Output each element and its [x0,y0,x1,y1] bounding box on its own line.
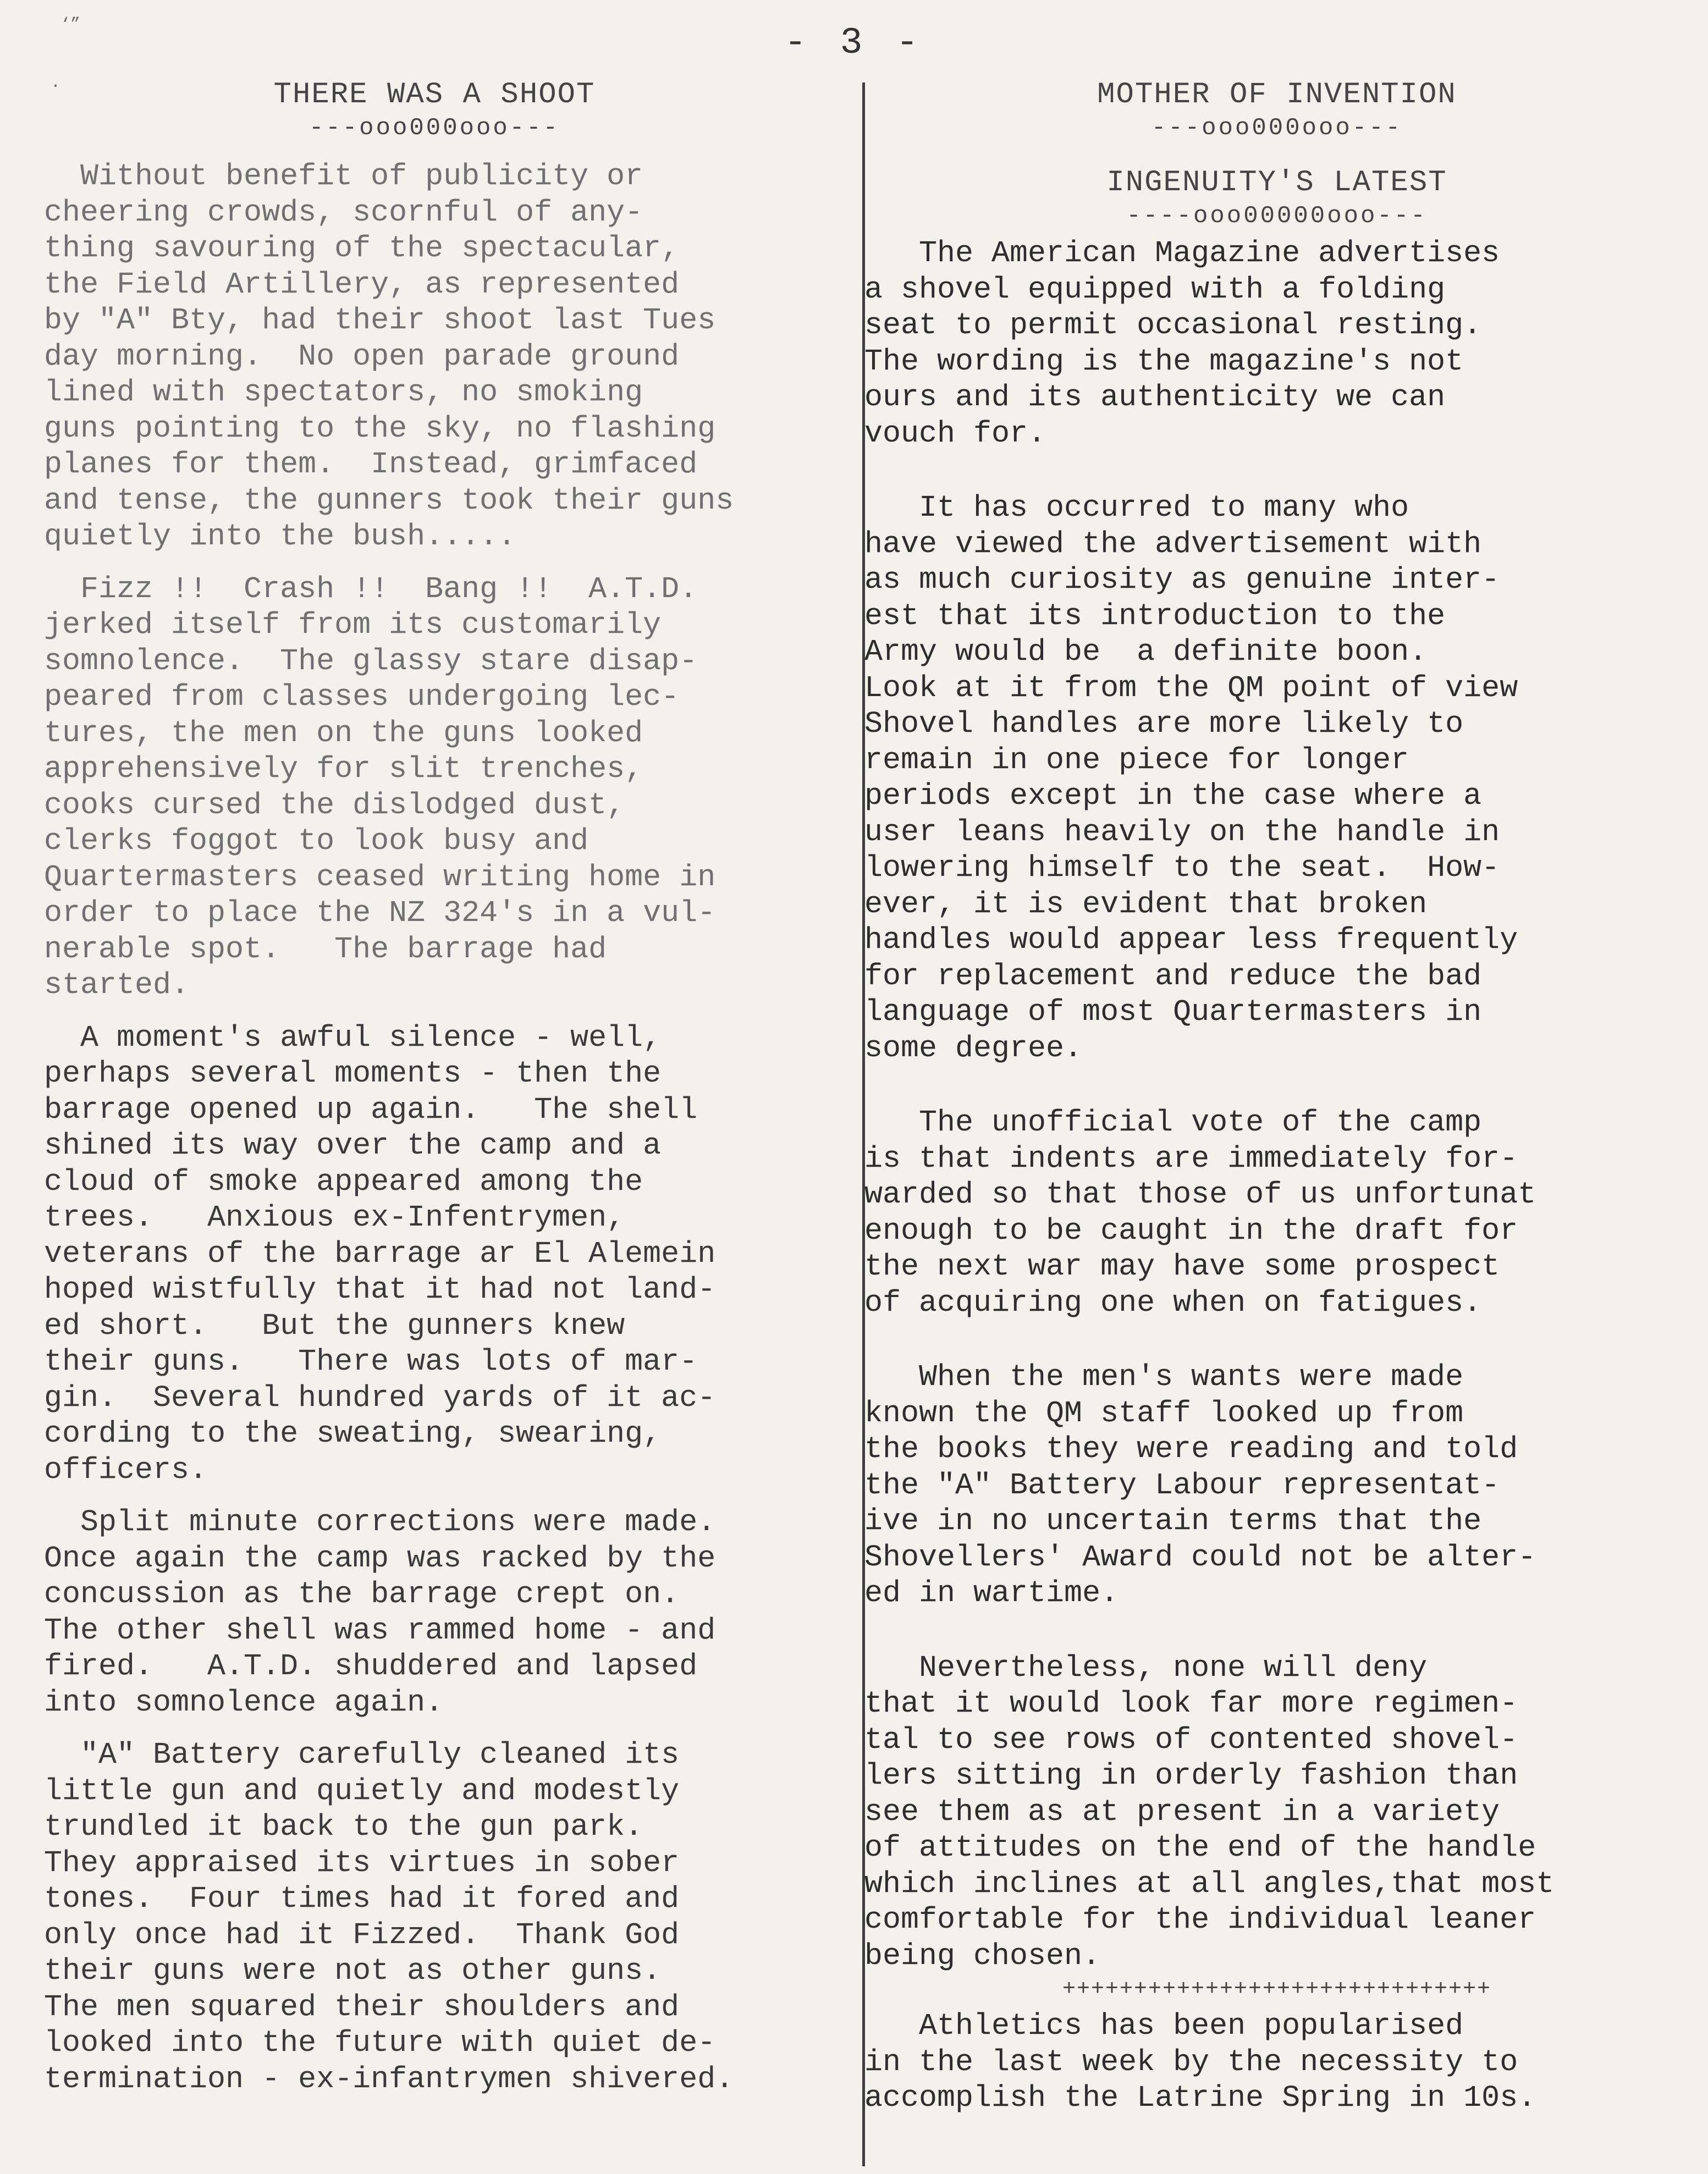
left-column [44,77,858,2114]
title-ornament: ---ooo000ooo--- [308,114,560,142]
stray-mark-dot: · [51,77,61,96]
stray-mark-top-left: ‘” [60,15,81,34]
article-paragraph: The unofficial vote of the camp is that indents are immediately for- warded so that those of us unfortunat enough to be caught in the draft for the next war may have some prospect of acquiring one when on fatigues. [864,1105,1536,1320]
article-subtitle: INGENUITY'S LATEST [1106,166,1447,200]
article-paragraph: When the men's wants were made known the QM staff looked up from the books they were reading and told the "A" Battery Labour representat- ive in no uncertain terms that the Shovellers' Award could not be alter- ed in wartime. [864,1360,1536,1610]
title-ornament: ---ooo000ooo--- [1151,114,1403,142]
page-number: - 3 - [784,22,924,64]
article-title-invention: MOTHER OF INVENTION [1097,78,1457,112]
right-column [864,77,1689,2133]
article-paragraph: A moment's awful silence - well, perhaps several moments - then the barrage opened up again. The shell shined its way over the camp and a cloud of smoke appeared among the trees. Anxious ex-Infentrymen, veterans of the barrage ar El Alemein hoped wistfully that it had not land- ed short. But the gunners knew their guns. There was lots of mar- gin. Several hundred yards of it ac- cording to the sweating, swearing, officers. [44,1020,716,1487]
article-title-shoot: THERE WAS A SHOOT [273,78,596,112]
article-paragraph: Fizz !! Crash !! Bang !! A.T.D. jerked itself from its customarily somnolence. The glassy stare disap- peared from classes undergoing lec- tures, the men on the guns looked apprehensively for slit trenches, cooks cursed the dislodged dust, clerks foggot to look busy and Quartermasters ceased writing home in order to place the NZ 324's in a vul- nerable spot. The barrage had started. [44,571,716,1002]
article-paragraph: Split minute corrections were made. Once again the camp was racked by the concussion as the barrage crept on. The other shell was rammed home - and fired. A.T.D. shuddered and lapsed into somnolence again. [44,1505,716,1720]
article-paragraph: "A" Battery carefully cleaned its little gun and quietly and modestly trundled it back to the gun park. They appraised its virtues in sober tones. Four times had it fored and only once had it Fizzed. Thank God their guns were not as other guns. The men squared their shoulders and looked into the future with quiet de- termination - ex-infantrymen shivered. [44,1737,734,2096]
subtitle-ornament: ----ooo00000ooo--- [1126,202,1428,230]
article-paragraph: Without benefit of publicity or cheering crowds, scornful of any- thing savouring of the spectacular, the Field Artillery, as represented by "A" Bty, had their shoot last Tues day morning. No open parade ground lined with spectators, no smoking guns pointing to the sky, no flashing planes for them. Instead, grimfaced and tense, the gunners took their guns quietly into the bush..... [44,159,734,554]
article-paragraph: Nevertheless, none will deny that it would look far more regimen- tal to see rows of contented shovel- lers sitting in orderly fashion than see them as at present in a variety of attitudes on the end of the handle which inclines at all angles,that most comfortable for the individual leaner being chosen. [864,1650,1555,1973]
article-paragraph: Athletics has been popularised in the last week by the necessity to accomplish the Latrine Spring in 10s. [864,2009,1536,2115]
article-paragraph: The American Magazine advertises a shovel equipped with a folding seat to permit occasional resting. The wording is the magazine's not ours and its authenticity we can vouch for. [864,236,1500,451]
article-paragraph: It has occurred to many who have viewed the advertisement with as much curiosity as genuine inter- est that its introduction to the Army would be a definite boon. Look at it from the QM point of view Shovel handles are more likely to remain in one piece for longer periods except in the case where a user leans heavily on the handle in lowering himself to the seat. How- ever, it is evident that broken handles would appear less frequently for replacement and reduce the bad language of most Quartermasters in some degree. [864,490,1518,1066]
section-separator: ++++++++++++++++++++++++++++++ [1062,1977,1492,2002]
